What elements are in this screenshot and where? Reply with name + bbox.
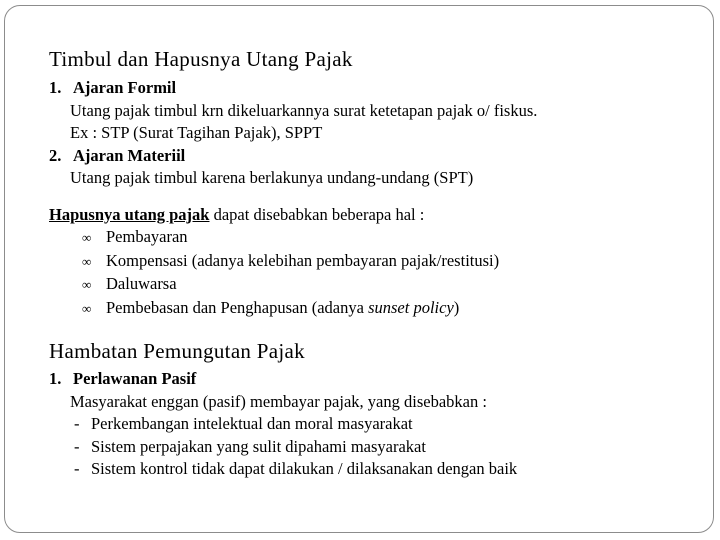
dash-item: [49, 436, 699, 459]
dash-item-text: Sistem perpajakan yang sulit dipahami masyarakat: [91, 436, 426, 456]
bullet-item: [49, 250, 699, 274]
section-title-timbul-hapus: Timbul dan Hapusnya Utang Pajak: [49, 47, 353, 71]
hapus-lead-rest: dapat disebabkan beberapa hal :: [209, 204, 425, 224]
slide-content: [49, 46, 699, 481]
dash-item: [49, 413, 699, 436]
bullet-text: Pembayaran: [106, 227, 188, 246]
hapus-lead: [49, 204, 699, 227]
formil-line-1: Utang pajak timbul krn dikeluarkannya surat ketetapan pajak o/ fiskus.: [70, 100, 538, 120]
bullet-item: [49, 226, 699, 250]
bullet-item: [49, 297, 699, 321]
list-item-ajaran-formil: [49, 77, 699, 100]
dash-marker: -: [74, 459, 80, 478]
dash-item-text: Perkembangan intelektual dan moral masyarakat: [91, 414, 413, 433]
hapus-lead-bold: Hapusnya utang pajak: [49, 204, 210, 224]
list-heading: Ajaran Formil: [73, 78, 177, 97]
dash-marker: -: [74, 414, 80, 433]
dash-item: [49, 458, 699, 481]
list-heading: Ajaran Materiil: [73, 145, 186, 165]
list-item-ajaran-materiil: [49, 145, 699, 168]
dash-marker: -: [74, 436, 80, 456]
bullet-text: Kompensasi (adanya kelebihan pembayaran pajak/restitusi): [106, 250, 500, 270]
list-number: 1.: [49, 78, 62, 97]
section-title-hambatan: Hambatan Pemungutan Pajak: [49, 339, 305, 363]
bullet-text-before: Pembebasan dan Penghapusan (adanya: [106, 297, 369, 317]
list-number: 2.: [49, 145, 62, 165]
infinity-bullet-icon: ∞: [82, 300, 92, 316]
list-number: 1.: [49, 369, 62, 388]
bullet-text: Daluwarsa: [106, 274, 177, 293]
bullet-text-italic: sunset policy: [368, 297, 454, 317]
bullet-text-after: ): [453, 297, 460, 317]
list-heading: Perlawanan Pasif: [73, 369, 197, 388]
materiil-line-1: Utang pajak timbul karena berlakunya undang-undang (SPT): [70, 168, 474, 187]
bullet-item: [49, 273, 699, 297]
infinity-bullet-icon: ∞: [82, 277, 92, 292]
formil-line-2: Ex : STP (Surat Tagihan Pajak), SPPT: [70, 123, 323, 142]
pasif-intro: Masyarakat enggan (pasif) membayar pajak, yang disebabkan :: [70, 391, 487, 411]
infinity-bullet-icon: ∞: [82, 253, 92, 269]
list-item-perlawanan-pasif: [49, 368, 699, 391]
dash-item-text: Sistem kontrol tidak dapat dilakukan / dilaksanakan dengan baik: [91, 459, 518, 478]
slide-frame: [4, 5, 714, 533]
infinity-bullet-icon: ∞: [82, 230, 92, 245]
